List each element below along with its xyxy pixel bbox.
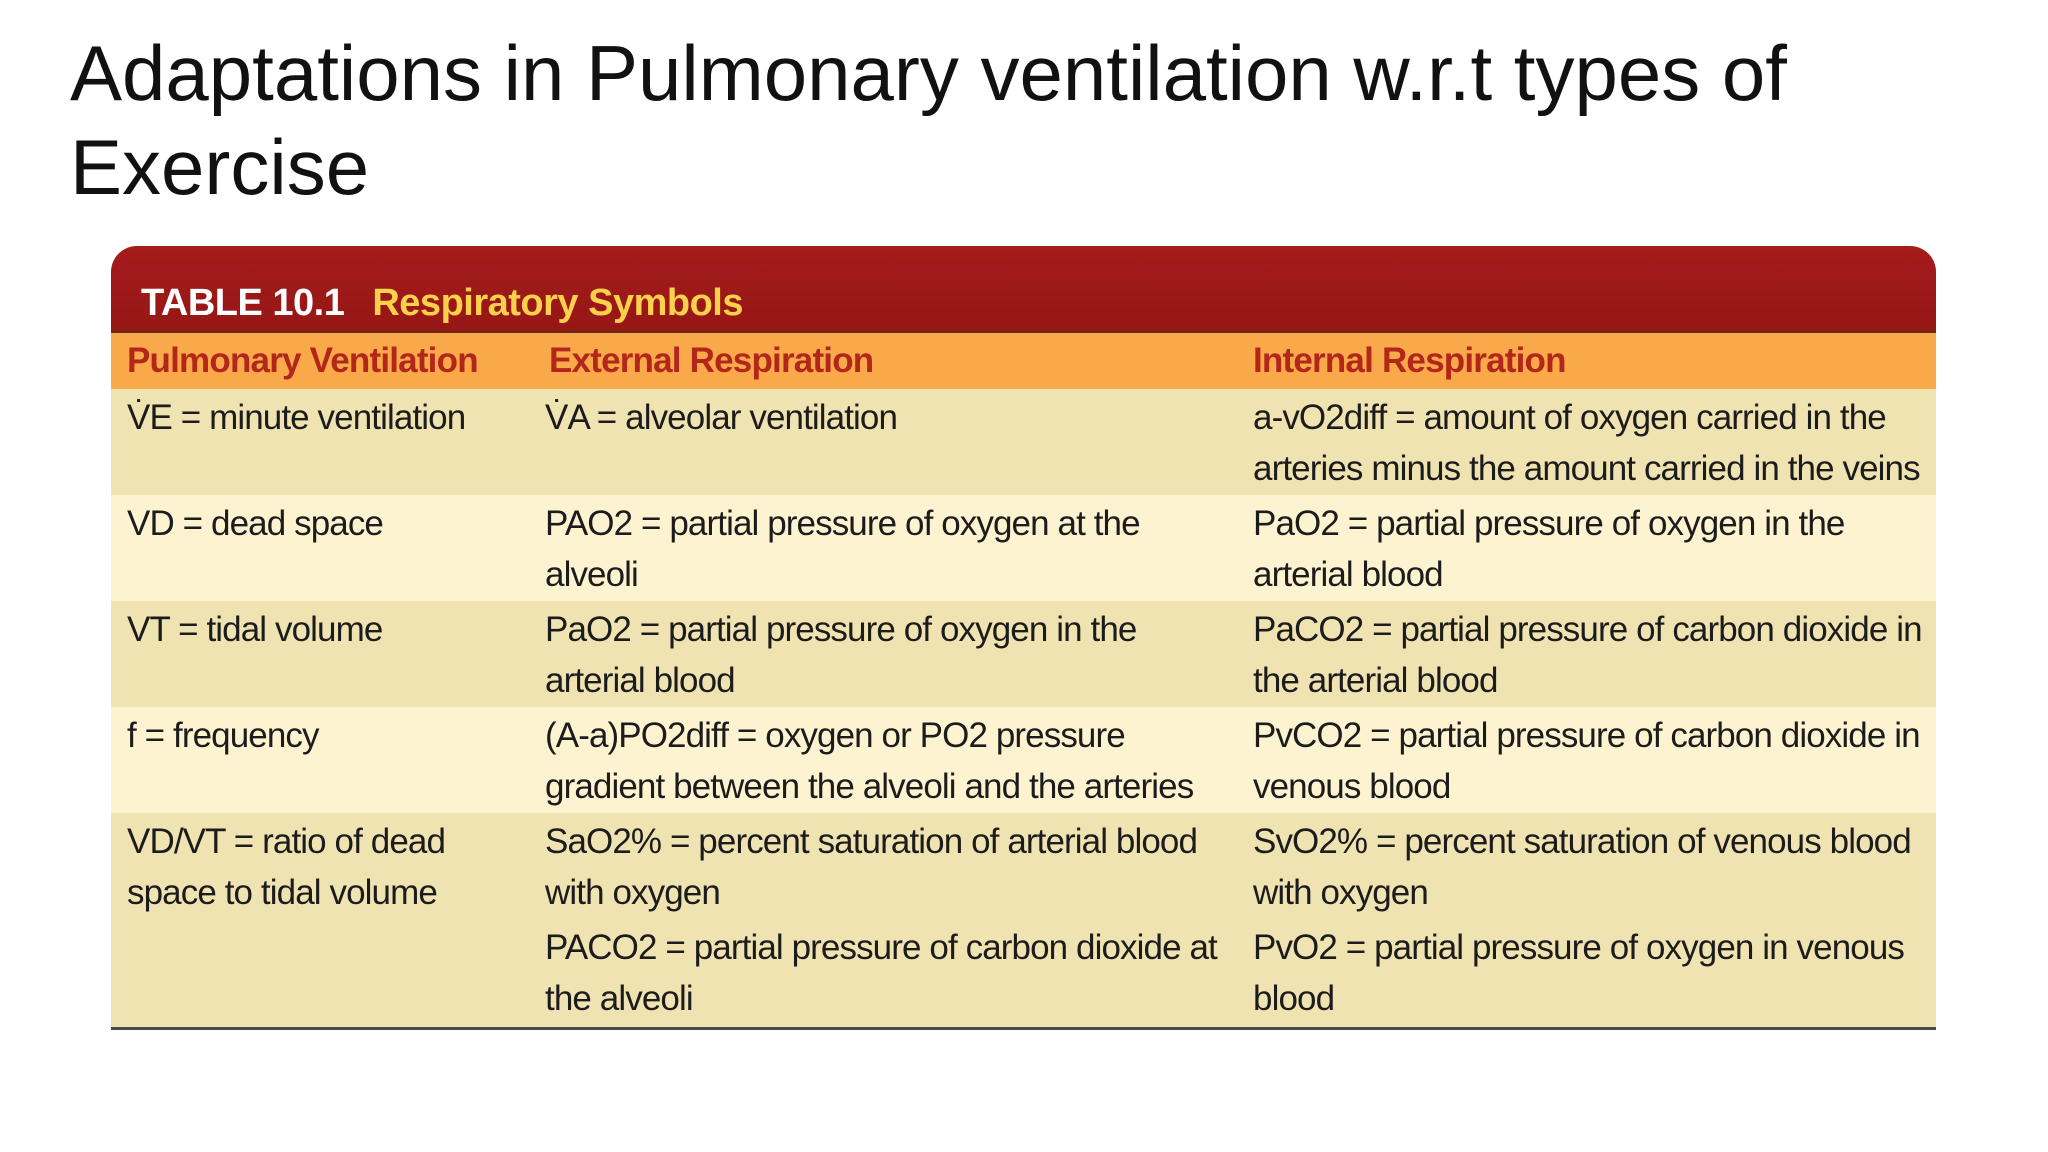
cell-text: PACO2 = partial pressure of carbon dioxide at the alveoli [545, 928, 1217, 1018]
cell-text: (A-a)PO2diff = oxygen or PO2 pressure gradient between the alveoli and the arteries [545, 716, 1194, 806]
table-row [111, 389, 1936, 495]
header-pulmonary-ventilation: Pulmonary Ventilation [127, 341, 478, 380]
pulmonary-cell [111, 813, 529, 1025]
cell-text: PaO2 = partial pressure of oxygen in the arterial blood [1253, 504, 1845, 594]
table-caption-title: Respiratory Symbols [372, 282, 743, 324]
pulmonary-cell [111, 601, 529, 707]
table-header-row [111, 331, 1936, 389]
internal-cell [1229, 707, 1936, 813]
external-cell [529, 495, 1229, 601]
external-cell [529, 707, 1229, 813]
cell-text: PaO2 = partial pressure of oxygen in the arterial blood [545, 610, 1137, 700]
cell-text: V̇E = minute ventilation [127, 398, 466, 437]
cell-text: PaCO2 = partial pressure of carbon dioxide in the arterial blood [1253, 610, 1922, 700]
cell-text: f = frequency [127, 716, 319, 755]
external-cell [529, 813, 1229, 1025]
cell-text: PAO2 = partial pressure of oxygen at the alveoli [545, 504, 1140, 594]
cell-text: a-vO2diff = amount of oxygen carried in the arteries minus the amount carried in the veins [1253, 398, 1920, 488]
internal-cell [1229, 601, 1936, 707]
cell-text: V̇A = alveolar ventilation [545, 398, 898, 437]
cell-text: SaO2% = percent saturation of arterial blood with oxygen [545, 822, 1198, 912]
header-external-respiration: External Respiration [549, 341, 874, 380]
table-row [111, 601, 1936, 707]
pulmonary-cell [111, 389, 529, 495]
pulmonary-cell [111, 495, 529, 601]
cell-text: VD/VT = ratio of dead space to tidal volume [127, 822, 446, 912]
cell-text: PvO2 = partial pressure of oxygen in venous blood [1253, 928, 1904, 1018]
header-internal-respiration: Internal Respiration [1253, 341, 1566, 380]
table-caption-bar [111, 246, 1936, 331]
internal-cell [1229, 813, 1936, 1025]
cell-text: PvCO2 = partial pressure of carbon dioxide in venous blood [1253, 716, 1920, 806]
table-row [111, 495, 1936, 601]
pulmonary-cell [111, 707, 529, 813]
cell-text: SvO2% = percent saturation of venous blood with oxygen [1253, 822, 1911, 912]
slide-title: Adaptations in Pulmonary ventilation w.r.t types of Exercise [70, 29, 1787, 211]
external-cell [529, 601, 1229, 707]
table-row [111, 707, 1936, 813]
respiratory-symbols-table [111, 246, 1936, 1030]
internal-cell [1229, 495, 1936, 601]
table-caption-number: TABLE 10.1 [141, 282, 345, 324]
cell-text: VD = dead space [127, 504, 383, 543]
internal-cell [1229, 389, 1936, 495]
table-row [111, 813, 1936, 1025]
cell-text: VT = tidal volume [127, 610, 383, 649]
external-cell [529, 389, 1229, 495]
